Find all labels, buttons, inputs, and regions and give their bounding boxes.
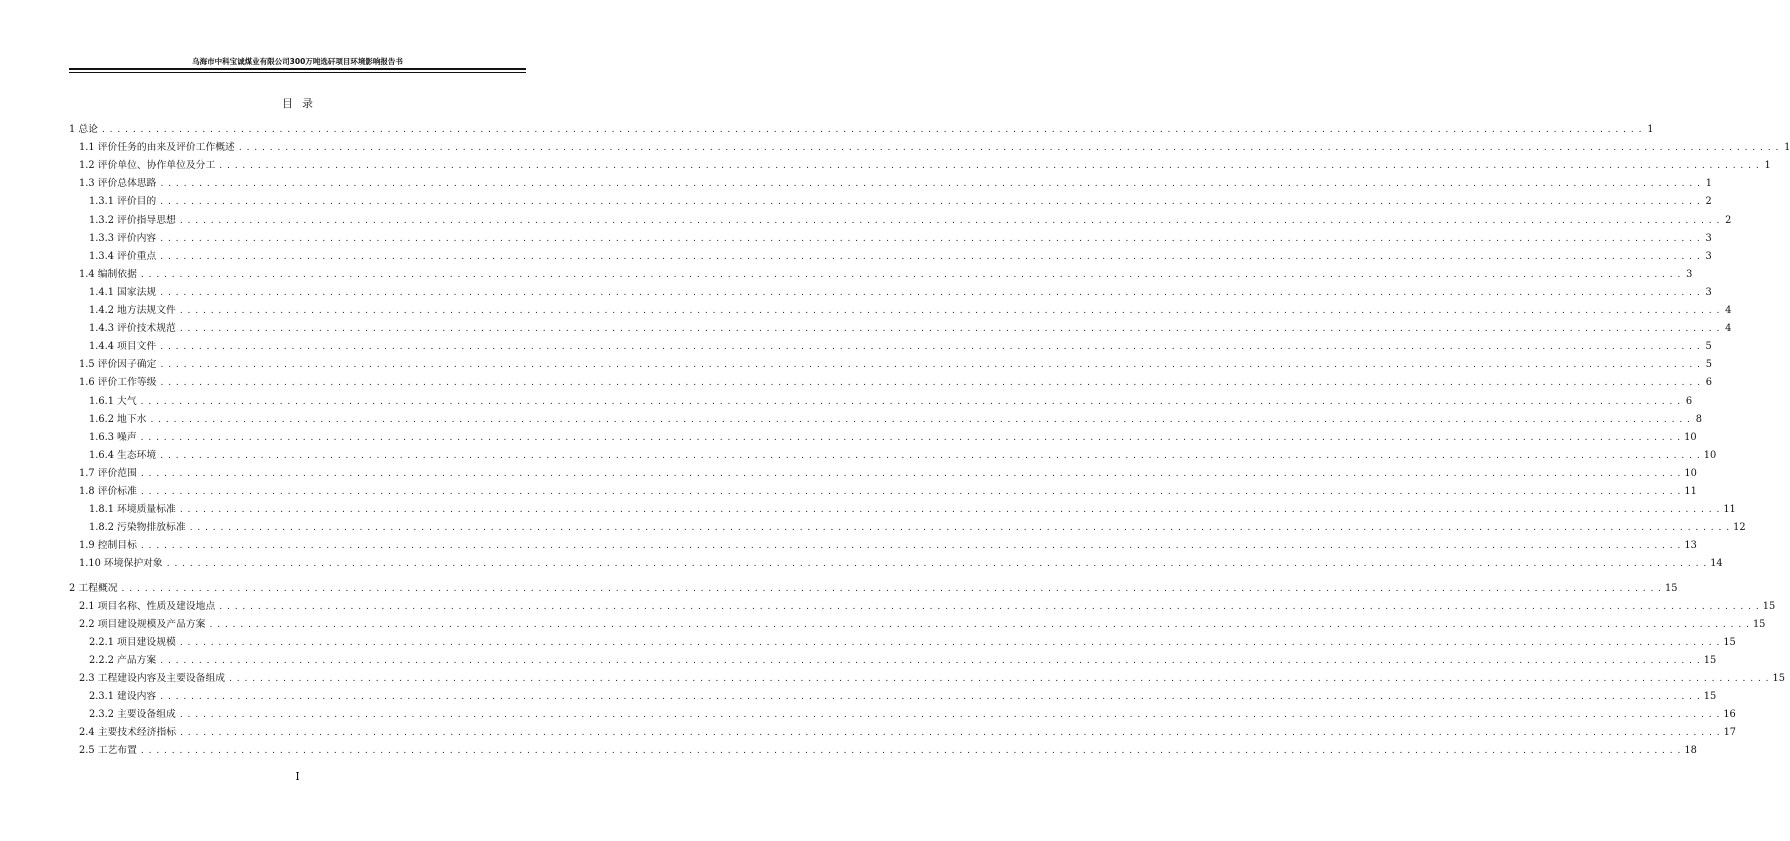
document-header-title: 乌海市中科宝诚煤业有限公司300万吨选矸项目环境影响报告书 [192,57,403,66]
toc-entry[interactable] [79,535,1697,552]
toc-entry-label: 1 总论 [69,124,98,135]
toc-entry-label: 1.6.1 大气 [89,395,137,407]
toc-entry-page: 6 [1705,377,1712,389]
toc-entry[interactable] [89,686,1717,703]
toc-entry-page: 1 [1764,160,1771,172]
toc-entry-label: 1.4.4 项目文件 [89,341,157,353]
toc-entry[interactable] [89,191,1712,208]
toc-entry-page: 15 [1752,618,1766,630]
toc-entry[interactable] [79,155,1771,172]
toc-entry-label: 1.3.3 评价内容 [89,232,157,244]
toc-entry-label: 1.3.1 评价目的 [89,196,157,208]
toc-title: 目录 [282,97,322,110]
toc-entry-page: 16 [1723,709,1736,721]
toc-entry-page: 3 [1686,268,1693,280]
toc-entry-page: 4 [1725,305,1732,316]
toc-entry-page: 4 [1725,323,1732,335]
toc-leader-dots: . . . . . . . . . . . . . . . . . . . . . . . . . . . . . . . . . . . . . . . . . . . . . . . . . . . . . . . . . . . . . . . . . . . . . . . . . . . . . . . . . . . . . . . . . . . . . . . . . . . . . . . . . . . . . . . . . . . . . . . . . . . . . . . . . . . . . . . . . . . . . . . . . . . . . . . . . . . . . . . . . . . . . . . . . . . . . . . . . . . . . . . . . . . . . . . . . . . . . . . . [140,541,1682,552]
toc-entry-label: 1.6.2 地下水 [89,413,147,425]
toc-entry-label: 2.2.2 产品方案 [89,654,157,666]
toc-leader-dots: . . . . . . . . . . . . . . . . . . . . . . . . . . . . . . . . . . . . . . . . . . . . . . . . . . . . . . . . . . . . . . . . . . . . . . . . . . . . . . . . . . . . . . . . . . . . . . . . . . . . . . . . . . . . . . . . . . . . . . . . . . . . . . . . . . . . . . . . . . . . . . . . . . . . . . . . . . . . . . . . . . . . . . . . . . . . . . . . . . . . . . . . . . . . . . . . . . . . . . . . [160,197,1701,208]
toc-entry-page: 5 [1705,341,1712,353]
toc-entry[interactable] [89,282,1712,299]
toc-entry-label: 1.9 控制目标 [79,540,137,552]
toc-entry-label: 2.2.1 项目建设规模 [89,636,176,648]
toc-leader-dots: . . . . . . . . . . . . . . . . . . . . . . . . . . . . . . . . . . . . . . . . . . . . . . . . . . . . . . . . . . . . . . . . . . . . . . . . . . . . . . . . . . . . . . . . . . . . . . . . . . . . . . . . . . . . . . . . . . . . . . . . . . . . . . . . . . . . . . . . . . . . . . . . . . . . . . . . . . . . . . . . . . . . . . . . . . . . . . . . . . . . . . . . . . . . . . . . . . . . . . . . [179,637,1721,648]
toc-entry-label: 2.2 项目建设规模及产品方案 [79,618,206,630]
toc-leader-dots: . . . . . . . . . . . . . . . . . . . . . . . . . . . . . . . . . . . . . . . . . . . . . . . . . . . . . . . . . . . . . . . . . . . . . . . . . . . . . . . . . . . . . . . . . . . . . . . . . . . . . . . . . . . . . . . . . . . . . . . . . . . . . . . . . . . . . . . . . . . . . . . . . . . . . . . . . . . . . . . . . . . . . . . . . . . . . . . . . . . . . . . . . . . . . . . . . . . . . . . . [160,233,1701,244]
toc-entry-label: 1.3.2 评价指导思想 [89,214,176,226]
toc-leader-dots: . . . . . . . . . . . . . . . . . . . . . . . . . . . . . . . . . . . . . . . . . . . . . . . . . . . . . . . . . . . . . . . . . . . . . . . . . . . . . . . . . . . . . . . . . . . . . . . . . . . . . . . . . . . . . . . . . . . . . . . . . . . . . . . . . . . . . . . . . . . . . . . . . . . . . . . . . . . . . . . . . . . . . . . . . . . . . . . . . . . . . . . . . . . . . . . . . . . . . . . . [179,306,1721,316]
toc-entry[interactable] [89,632,1736,649]
toc-leader-dots: . . . . . . . . . . . . . . . . . . . . . . . . . . . . . . . . . . . . . . . . . . . . . . . . . . . . . . . . . . . . . . . . . . . . . . . . . . . . . . . . . . . . . . . . . . . . . . . . . . . . . . . . . . . . . . . . . . . . . . . . . . . . . . . . . . . . . . . . . . . . . . . . . . . . . . . . . . . . . . . . . . . . . . . . . . . . . . . . . . . . . . . . . . . . . . . . . . . . . . . . [160,342,1701,353]
toc-entry[interactable] [79,668,1786,685]
toc-entry-page: 1 [1784,142,1790,154]
toc-leader-dots: . . . . . . . . . . . . . . . . . . . . . . . . . . . . . . . . . . . . . . . . . . . . . . . . . . . . . . . . . . . . . . . . . . . . . . . . . . . . . . . . . . . . . . . . . . . . . . . . . . . . . . . . . . . . . . . . . . . . . . . . . . . . . . . . . . . . . . . . . . . . . . . . . . . . . . . . . . . . . . . . . . . . . . . . . . . . . . . . . . . . . . . . . . . . . . . . . . . . . . . . [121,583,1663,594]
toc-entry-label: 1.6.4 生态环境 [89,449,157,461]
toc-entry-label: 2.1 项目名称、性质及建设地点 [79,600,216,612]
toc-entry-page: 8 [1695,413,1702,425]
toc-leader-dots: . . . . . . . . . . . . . . . . . . . . . . . . . . . . . . . . . . . . . . . . . . . . . . . . . . . . . . . . . . . . . . . . . . . . . . . . . . . . . . . . . . . . . . . . . . . . . . . . . . . . . . . . . . . . . . . . . . . . . . . . . . . . . . . . . . . . . . . . . . . . . . . . . . . . . . . . . . . . . . . . . . . . . . . . . . . . . . . . . . . . . . . . . . . . . . . . . . . . . . . . [160,251,1701,262]
toc-entry-label: 1.8.2 污染物排放标准 [89,522,186,534]
toc-entry-label: 1.8 评价标准 [79,486,137,497]
toc-entry-page: 14 [1710,558,1723,570]
toc-entry-label: 2 工程概况 [69,582,118,594]
toc-entry-label: 1.2 评价单位、协作单位及分工 [79,160,216,172]
toc-entry-page: 15 [1703,654,1717,666]
toc-entry[interactable] [89,391,1693,408]
toc-entry-label: 1.6 评价工作等级 [79,377,157,389]
toc-entry[interactable] [79,137,1790,154]
toc-leader-dots: . . . . . . . . . . . . . . . . . . . . . . . . . . . . . . . . . . . . . . . . . . . . . . . . . . . . . . . . . . . . . . . . . . . . . . . . . . . . . . . . . . . . . . . . . . . . . . . . . . . . . . . . . . . . . . . . . . . . . . . . . . . . . . . . . . . . . . . . . . . . . . . . . . . . . . . . . . . . . . . . . . . . . . . . . . . . . . . . . . . . . . . . . . . . . . . . . . . . . . . . [140,396,1682,407]
toc-entry-label: 1.7 评价范围 [79,467,137,479]
toc-leader-dots: . . . . . . . . . . . . . . . . . . . . . . . . . . . . . . . . . . . . . . . . . . . . . . . . . . . . . . . . . . . . . . . . . . . . . . . . . . . . . . . . . . . . . . . . . . . . . . . . . . . . . . . . . . . . . . . . . . . . . . . . . . . . . . . . . . . . . . . . . . . . . . . . . . . . . . . . . . . . . . . . . . . . . . . . . . . . . . . . . . . . . . . . . . . . . . . . . . . . . . . . [160,360,1701,371]
toc-entry[interactable] [79,740,1697,757]
toc-entry[interactable] [79,614,1766,631]
toc-entry[interactable] [79,264,1693,281]
toc-entry-label: 1.4.1 国家法规 [89,286,157,298]
toc-entry-page: 15 [1703,691,1717,703]
toc-leader-dots: . . . . . . . . . . . . . . . . . . . . . . . . . . . . . . . . . . . . . . . . . . . . . . . . . . . . . . . . . . . . . . . . . . . . . . . . . . . . . . . . . . . . . . . . . . . . . . . . . . . . . . . . . . . . . . . . . . . . . . . . . . . . . . . . . . . . . . . . . . . . . . . . . . . . . . . . . . . . . . . . . . . . . . . . . . . . . . . . . . . . . . . . . . . . . . . . . . . . . . . . [160,179,1701,190]
toc-entry-page: 2 [1705,196,1712,208]
toc-entry-page: 17 [1723,727,1737,739]
toc-entry-label: 2.4 主要技术经济指标 [79,727,177,739]
toc-entry[interactable] [89,336,1712,353]
toc-entry-label: 1.3.4 评价重点 [89,250,157,262]
toc-entry[interactable] [89,704,1736,721]
toc-entry[interactable] [89,445,1717,462]
toc-entry[interactable] [79,596,1776,613]
toc-entry-page: 10 [1703,449,1717,461]
toc-leader-dots: . . . . . . . . . . . . . . . . . . . . . . . . . . . . . . . . . . . . . . . . . . . . . . . . . . . . . . . . . . . . . . . . . . . . . . . . . . . . . . . . . . . . . . . . . . . . . . . . . . . . . . . . . . . . . . . . . . . . . . . . . . . . . . . . . . . . . . . . . . . . . . . . . . . . . . . . . . . . . . . . . . . . . . . . . . . . . . . . . . . . . . . . . . . . . . . . . . . . . . . . [179,505,1721,516]
toc-entry-label: 1.10 环境保护对象 [79,558,163,570]
toc-leader-dots: . . . . . . . . . . . . . . . . . . . . . . . . . . . . . . . . . . . . . . . . . . . . . . . . . . . . . . . . . . . . . . . . . . . . . . . . . . . . . . . . . . . . . . . . . . . . . . . . . . . . . . . . . . . . . . . . . . . . . . . . . . . . . . . . . . . . . . . . . . . . . . . . . . . . . . . . . . . . . . . . . . . . . . . . . . . . . . . . . . . . . . . . . . . . . . . . . . . . . . . . [238,143,1780,154]
toc-entry[interactable] [89,409,1702,426]
toc-entry[interactable] [89,650,1717,667]
toc-entry-page: 1 [1647,124,1654,135]
toc-entry-label: 1.5 评价因子确定 [79,359,157,371]
toc-leader-dots: . . . . . . . . . . . . . . . . . . . . . . . . . . . . . . . . . . . . . . . . . . . . . . . . . . . . . . . . . . . . . . . . . . . . . . . . . . . . . . . . . . . . . . . . . . . . . . . . . . . . . . . . . . . . . . . . . . . . . . . . . . . . . . . . . . . . . . . . . . . . . . . . . . . . . . . . . . . . . . . . . . . . . . . . . . . . . . . . . . . . . . . . . . . . . . . . . . . . . . . . [166,559,1708,570]
toc-entry-page: 13 [1684,540,1697,552]
toc-entry-page: 10 [1684,467,1697,479]
toc-entry-label: 1.8.1 环境质量标准 [89,504,176,516]
toc-leader-dots: . . . . . . . . . . . . . . . . . . . . . . . . . . . . . . . . . . . . . . . . . . . . . . . . . . . . . . . . . . . . . . . . . . . . . . . . . . . . . . . . . . . . . . . . . . . . . . . . . . . . . . . . . . . . . . . . . . . . . . . . . . . . . . . . . . . . . . . . . . . . . . . . . . . . . . . . . . . . . . . . . . . . . . . . . . . . . . . . . . . . . . . . . . . . . . . . . . . . . . . . [150,414,1691,425]
toc-entry-label: 1.4.2 地方法规文件 [89,305,176,316]
toc-entry[interactable] [89,499,1736,516]
toc-entry-page: 1 [1705,178,1712,190]
toc-entry[interactable] [89,300,1732,317]
toc-leader-dots: . . . . . . . . . . . . . . . . . . . . . . . . . . . . . . . . . . . . . . . . . . . . . . . . . . . . . . . . . . . . . . . . . . . . . . . . . . . . . . . . . . . . . . . . . . . . . . . . . . . . . . . . . . . . . . . . . . . . . . . . . . . . . . . . . . . . . . . . . . . . . . . . . . . . . . . . . . . . . . . . . . . . . . . . . . . . . . . . . . . . . . . . . . . . . . . . . . . . . . . . [209,619,1750,630]
toc-entry-page: 3 [1705,250,1712,262]
toc-entry[interactable] [89,210,1732,227]
toc-entry[interactable] [79,463,1697,480]
toc-entry[interactable] [89,228,1712,245]
toc-entry-label: 2.5 工艺布置 [79,745,137,757]
toc-entry[interactable] [89,427,1697,444]
toc-entry-label: 1.4 编制依据 [79,268,137,280]
toc-entry-page: 15 [1772,673,1786,684]
toc-entry[interactable] [69,578,1678,595]
toc-leader-dots: . . . . . . . . . . . . . . . . . . . . . . . . . . . . . . . . . . . . . . . . . . . . . . . . . . . . . . . . . . . . . . . . . . . . . . . . . . . . . . . . . . . . . . . . . . . . . . . . . . . . . . . . . . . . . . . . . . . . . . . . . . . . . . . . . . . . . . . . . . . . . . . . . . . . . . . . . . . . . . . . . . . . . . . . . . . . . . . . . . . . . . . . . . . . . . . . . . . . . . . . [140,487,1682,497]
toc-entry-page: 6 [1685,395,1693,407]
toc-leader-dots: . . . . . . . . . . . . . . . . . . . . . . . . . . . . . . . . . . . . . . . . . . . . . . . . . . . . . . . . . . . . . . . . . . . . . . . . . . . . . . . . . . . . . . . . . . . . . . . . . . . . . . . . . . . . . . . . . . . . . . . . . . . . . . . . . . . . . . . . . . . . . . . . . . . . . . . . . . . . . . . . . . . . . . . . . . . . . . . . . . . . . . . . . . . . . . . . . . . . . . . . [160,655,1701,666]
toc-leader-dots: . . . . . . . . . . . . . . . . . . . . . . . . . . . . . . . . . . . . . . . . . . . . . . . . . . . . . . . . . . . . . . . . . . . . . . . . . . . . . . . . . . . . . . . . . . . . . . . . . . . . . . . . . . . . . . . . . . . . . . . . . . . . . . . . . . . . . . . . . . . . . . . . . . . . . . . . . . . . . . . . . . . . . . . . . . . . . . . . . . . . . . . . . . . . . . . . . . . . . . . . [179,215,1721,226]
toc-leader-dots: . . . . . . . . . . . . . . . . . . . . . . . . . . . . . . . . . . . . . . . . . . . . . . . . . . . . . . . . . . . . . . . . . . . . . . . . . . . . . . . . . . . . . . . . . . . . . . . . . . . . . . . . . . . . . . . . . . . . . . . . . . . . . . . . . . . . . . . . . . . . . . . . . . . . . . . . . . . . . . . . . . . . . . . . . . . . . . . . . . . . . . . . . . . . . . . . . . . . . . . . [160,287,1701,298]
toc-entry-page: 15 [1723,636,1736,648]
toc-entry-page: 15 [1762,600,1776,612]
toc-leader-dots: . . . . . . . . . . . . . . . . . . . . . . . . . . . . . . . . . . . . . . . . . . . . . . . . . . . . . . . . . . . . . . . . . . . . . . . . . . . . . . . . . . . . . . . . . . . . . . . . . . . . . . . . . . . . . . . . . . . . . . . . . . . . . . . . . . . . . . . . . . . . . . . . . . . . . . . . . . . . . . . . . . . . . . . . . . . . . . . . . . . . . . . . . . . . . . . . . . . . . . . . [219,161,1760,172]
toc-leader-dots: . . . . . . . . . . . . . . . . . . . . . . . . . . . . . . . . . . . . . . . . . . . . . . . . . . . . . . . . . . . . . . . . . . . . . . . . . . . . . . . . . . . . . . . . . . . . . . . . . . . . . . . . . . . . . . . . . . . . . . . . . . . . . . . . . . . . . . . . . . . . . . . . . . . . . . . . . . . . . . . . . . . . . . . . . . . . . . . . . . . . . . . . . . . . . . . . . . . . . . . . [180,728,1721,739]
toc-entry-label: 1.1 评价任务的由来及评价工作概述 [79,142,235,154]
page-number: I [295,770,300,783]
toc-entry-page: 2 [1725,214,1732,226]
toc-leader-dots: . . . . . . . . . . . . . . . . . . . . . . . . . . . . . . . . . . . . . . . . . . . . . . . . . . . . . . . . . . . . . . . . . . . . . . . . . . . . . . . . . . . . . . . . . . . . . . . . . . . . . . . . . . . . . . . . . . . . . . . . . . . . . . . . . . . . . . . . . . . . . . . . . . . . . . . . . . . . . . . . . . . . . . . . . . . . . . . . . . . . . . . . . . . . . . . . . . . . . . . . [189,523,1731,534]
toc-leader-dots: . . . . . . . . . . . . . . . . . . . . . . . . . . . . . . . . . . . . . . . . . . . . . . . . . . . . . . . . . . . . . . . . . . . . . . . . . . . . . . . . . . . . . . . . . . . . . . . . . . . . . . . . . . . . . . . . . . . . . . . . . . . . . . . . . . . . . . . . . . . . . . . . . . . . . . . . . . . . . . . . . . . . . . . . . . . . . . . . . . . . . . . . . . . . . . . . . . . . . . . . [160,450,1701,461]
toc-entry[interactable] [79,173,1712,190]
toc-entry[interactable] [69,119,1654,136]
toc-leader-dots: . . . . . . . . . . . . . . . . . . . . . . . . . . . . . . . . . . . . . . . . . . . . . . . . . . . . . . . . . . . . . . . . . . . . . . . . . . . . . . . . . . . . . . . . . . . . . . . . . . . . . . . . . . . . . . . . . . . . . . . . . . . . . . . . . . . . . . . . . . . . . . . . . . . . . . . . . . . . . . . . . . . . . . . . . . . . . . . . . . . . . . . . . . . . . . . . . . . . . . . . [160,692,1701,703]
toc-leader-dots: . . . . . . . . . . . . . . . . . . . . . . . . . . . . . . . . . . . . . . . . . . . . . . . . . . . . . . . . . . . . . . . . . . . . . . . . . . . . . . . . . . . . . . . . . . . . . . . . . . . . . . . . . . . . . . . . . . . . . . . . . . . . . . . . . . . . . . . . . . . . . . . . . . . . . . . . . . . . . . . . . . . . . . . . . . . . . . . . . . . . . . . . . . . . . . . . . . . . . . . . [219,601,1760,612]
toc-leader-dots: . . . . . . . . . . . . . . . . . . . . . . . . . . . . . . . . . . . . . . . . . . . . . . . . . . . . . . . . . . . . . . . . . . . . . . . . . . . . . . . . . . . . . . . . . . . . . . . . . . . . . . . . . . . . . . . . . . . . . . . . . . . . . . . . . . . . . . . . . . . . . . . . . . . . . . . . . . . . . . . . . . . . . . . . . . . . . . . . . . . . . . . . . . . . . . . . . . . . . . . . [229,674,1770,684]
toc-entry[interactable] [89,517,1746,534]
toc-leader-dots: . . . . . . . . . . . . . . . . . . . . . . . . . . . . . . . . . . . . . . . . . . . . . . . . . . . . . . . . . . . . . . . . . . . . . . . . . . . . . . . . . . . . . . . . . . . . . . . . . . . . . . . . . . . . . . . . . . . . . . . . . . . . . . . . . . . . . . . . . . . . . . . . . . . . . . . . . . . . . . . . . . . . . . . . . . . . . . . . . . . . . . . . . . . . . . . . . . . . . . . . [179,324,1721,335]
toc-entry-label: 1.3 评价总体思路 [79,178,157,190]
toc-entry-page: 3 [1705,286,1712,298]
toc-leader-dots: . . . . . . . . . . . . . . . . . . . . . . . . . . . . . . . . . . . . . . . . . . . . . . . . . . . . . . . . . . . . . . . . . . . . . . . . . . . . . . . . . . . . . . . . . . . . . . . . . . . . . . . . . . . . . . . . . . . . . . . . . . . . . . . . . . . . . . . . . . . . . . . . . . . . . . . . . . . . . . . . . . . . . . . . . . . . . . . . . . . . . . . . . . . . . . . . . . . . . . . . [160,378,1701,389]
toc-entry-page: 15 [1665,582,1678,594]
toc-leader-dots: . . . . . . . . . . . . . . . . . . . . . . . . . . . . . . . . . . . . . . . . . . . . . . . . . . . . . . . . . . . . . . . . . . . . . . . . . . . . . . . . . . . . . . . . . . . . . . . . . . . . . . . . . . . . . . . . . . . . . . . . . . . . . . . . . . . . . . . . . . . . . . . . . . . . . . . . . . . . . . . . . . . . . . . . . . . . . . . . . . . . . . . . . . . . . . . . . . . . . . . . [101,125,1643,135]
toc-entry-page: 5 [1705,359,1712,371]
toc-entry[interactable] [89,318,1732,335]
toc-entry-label: 1.4.3 评价技术规范 [89,323,176,335]
toc-leader-dots: . . . . . . . . . . . . . . . . . . . . . . . . . . . . . . . . . . . . . . . . . . . . . . . . . . . . . . . . . . . . . . . . . . . . . . . . . . . . . . . . . . . . . . . . . . . . . . . . . . . . . . . . . . . . . . . . . . . . . . . . . . . . . . . . . . . . . . . . . . . . . . . . . . . . . . . . . . . . . . . . . . . . . . . . . . . . . . . . . . . . . . . . . . . . . . . . . . . . . . . . [140,269,1682,280]
toc-entry-page: 18 [1684,745,1697,757]
toc-entry-label: 1.6.3 噪声 [89,431,137,443]
toc-leader-dots: . . . . . . . . . . . . . . . . . . . . . . . . . . . . . . . . . . . . . . . . . . . . . . . . . . . . . . . . . . . . . . . . . . . . . . . . . . . . . . . . . . . . . . . . . . . . . . . . . . . . . . . . . . . . . . . . . . . . . . . . . . . . . . . . . . . . . . . . . . . . . . . . . . . . . . . . . . . . . . . . . . . . . . . . . . . . . . . . . . . . . . . . . . . . . . . . . . . . . . . . [179,710,1721,721]
toc-entry-label: 2.3.2 主要设备组成 [89,709,176,721]
toc-entry[interactable] [79,553,1723,570]
toc-entry-page: 3 [1705,232,1712,244]
toc-entry[interactable] [79,722,1737,739]
toc-entry-page: 11 [1684,486,1697,497]
toc-entry-page: 10 [1684,431,1697,443]
toc-leader-dots: . . . . . . . . . . . . . . . . . . . . . . . . . . . . . . . . . . . . . . . . . . . . . . . . . . . . . . . . . . . . . . . . . . . . . . . . . . . . . . . . . . . . . . . . . . . . . . . . . . . . . . . . . . . . . . . . . . . . . . . . . . . . . . . . . . . . . . . . . . . . . . . . . . . . . . . . . . . . . . . . . . . . . . . . . . . . . . . . . . . . . . . . . . . . . . . . . . . . . . . . [140,432,1682,443]
toc-entry-label: 2.3 工程建设内容及主要设备组成 [79,673,226,684]
toc-entry-label: 2.3.1 建设内容 [89,691,157,703]
toc-entry[interactable] [79,354,1712,371]
toc-entry[interactable] [79,372,1712,389]
toc-entry-page: 11 [1723,504,1736,516]
toc-leader-dots: . . . . . . . . . . . . . . . . . . . . . . . . . . . . . . . . . . . . . . . . . . . . . . . . . . . . . . . . . . . . . . . . . . . . . . . . . . . . . . . . . . . . . . . . . . . . . . . . . . . . . . . . . . . . . . . . . . . . . . . . . . . . . . . . . . . . . . . . . . . . . . . . . . . . . . . . . . . . . . . . . . . . . . . . . . . . . . . . . . . . . . . . . . . . . . . . . . . . . . . . [140,746,1682,757]
toc-entry-page: 12 [1733,522,1746,534]
toc-leader-dots: . . . . . . . . . . . . . . . . . . . . . . . . . . . . . . . . . . . . . . . . . . . . . . . . . . . . . . . . . . . . . . . . . . . . . . . . . . . . . . . . . . . . . . . . . . . . . . . . . . . . . . . . . . . . . . . . . . . . . . . . . . . . . . . . . . . . . . . . . . . . . . . . . . . . . . . . . . . . . . . . . . . . . . . . . . . . . . . . . . . . . . . . . . . . . . . . . . . . . . . . [140,468,1682,479]
toc-entry[interactable] [79,481,1697,498]
toc-entry[interactable] [89,246,1712,263]
